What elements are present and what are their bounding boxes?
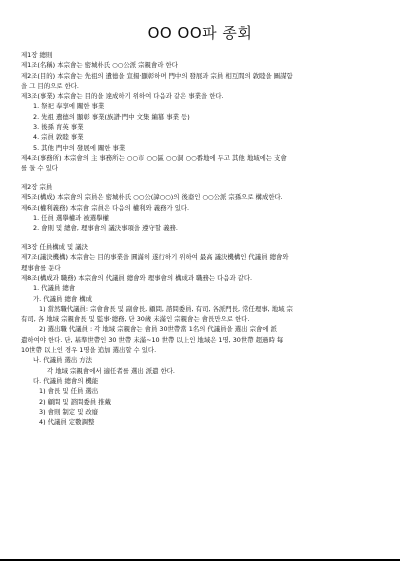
article-8-sub-ga-2: 2) 選出職 代議員 : 각 地域 宗親會는 會員 30世帶當 1名의 代議員을 選出 宗會에 派 — [39, 325, 277, 334]
article-2: 제2조(目的) 本宗會는 先祖의 遺德을 宣揚·顯彰하며 門中의 發展과 宗員 相互間의 敦睦을 圖謀함 — [21, 71, 293, 80]
article-3-item-1: 1. 祭祀 奉享에 關한 事業 — [33, 102, 105, 111]
article-8-sub-da-2: 2) 顧問 및 諮問委員 推戴 — [39, 397, 111, 406]
article-7-cont: 理事會를 둔다 — [21, 263, 61, 272]
article-3-item-2: 2. 先祖 遺德의 顯彰 事業(族譜·門中 文集 編纂 事業 등) — [33, 112, 190, 121]
chapter-3-heading: 제3장 任員構成 및 議決 — [21, 243, 89, 252]
article-8-sub-da-3: 3) 會則 制定 및 改廢 — [39, 407, 99, 416]
chapter-2-heading: 제2장 宗員 — [21, 183, 53, 192]
article-3: 제3조(事業) 本宗會는 目的을 達成하기 위하여 다음과 같은 事業을 한다. — [21, 92, 224, 101]
article-8-sub-da-1: 1) 會長 및 任員 選出 — [39, 387, 99, 396]
footer-rule — [0, 559, 400, 561]
article-8-sub-na: 나. 代議員 選出 方法 — [33, 356, 93, 365]
article-1: 제1조(名稱) 本宗會는 密城朴氏 ○○公派 宗親會라 한다 — [21, 61, 178, 70]
article-8-sub-ga-2-cont2: 10世帶 以上인 경우 1명을 追加 選出할 수 있다. — [21, 346, 157, 355]
article-6-item-1: 1. 任員 選擧權과 被選擧權 — [33, 213, 109, 222]
article-3-item-4: 4. 宗員 敦睦 事業 — [33, 133, 84, 142]
article-8: 제8조(構成과 職務) 本宗會의 代議員 總會와 理事會의 構成과 職務는 다음과 같다. — [21, 273, 253, 282]
article-5: 제5조(構成) 本宗會의 宗員은 密城朴氏 ○○公(諱○○)의 後裔인 ○○公派 宗孫으로 構成한다. — [21, 193, 283, 202]
article-4: 제4조(事務所) 本宗會의 主 事務所는 ○○市 ○○區 ○○洞 ○○番地에 두고 其他 地域에는 支會 — [21, 153, 287, 162]
article-2-cont: 을 그 目的으로 한다. — [21, 81, 79, 90]
article-3-item-3: 3. 後孫 育英 事業 — [33, 123, 84, 132]
article-6: 제6조(權利義務) 本宗會 宗員은 다음의 權利와 義務가 있다. — [21, 203, 190, 212]
document-body — [21, 50, 386, 427]
document-title: OO OO파 종회 — [147, 24, 253, 42]
chapter-1-heading: 제1장 總則 — [21, 51, 53, 59]
article-7: 제7조(議決機構) 本宗會는 目的事業을 圓滿히 遂行하기 위하여 最高 議決機構인 代議員 總會와 — [21, 253, 289, 262]
article-3-item-5: 5. 其他 門中의 發展에 關한 事業 — [33, 143, 126, 152]
article-8-sub-da-4: 4) 代議員 定數調整 — [39, 418, 95, 427]
article-8-sub-ga-1-cont: 有司, 各 地域 宗親會長 및 監事·總務, 단 30歲 未滿인 宗親會는 會長만으로 한다. — [21, 315, 250, 324]
article-8-item-1: 1. 代議員 總會 — [33, 284, 76, 293]
article-8-sub-na-text: 각 地域 宗親會에서 適任者를 選出 派遣 한다. — [47, 366, 175, 375]
article-8-sub-da: 다. 代議員 總會의 機能 — [33, 376, 99, 385]
article-8-sub-ga: 가. 代議員 總會 構成 — [33, 294, 93, 303]
article-4-cont: 를 둘 수 있다 — [21, 164, 58, 173]
article-6-item-2: 2. 會則 및 總會, 理事會의 議決事項을 遵守할 義務. — [33, 224, 178, 233]
article-8-sub-ga-2-cont: 遣하여야 한다. 단, 基準世帶인 30 世帶 未滿~10 世帶 以上인 地域은 1명, 30世帶 超過時 每 — [21, 335, 284, 344]
article-8-sub-ga-1: 1) 當然職代議員: 宗會會長 및 副會長, 顧問, 諮問委員, 有司, 各派門長, 常任理事, 地域 宗 — [39, 304, 293, 313]
